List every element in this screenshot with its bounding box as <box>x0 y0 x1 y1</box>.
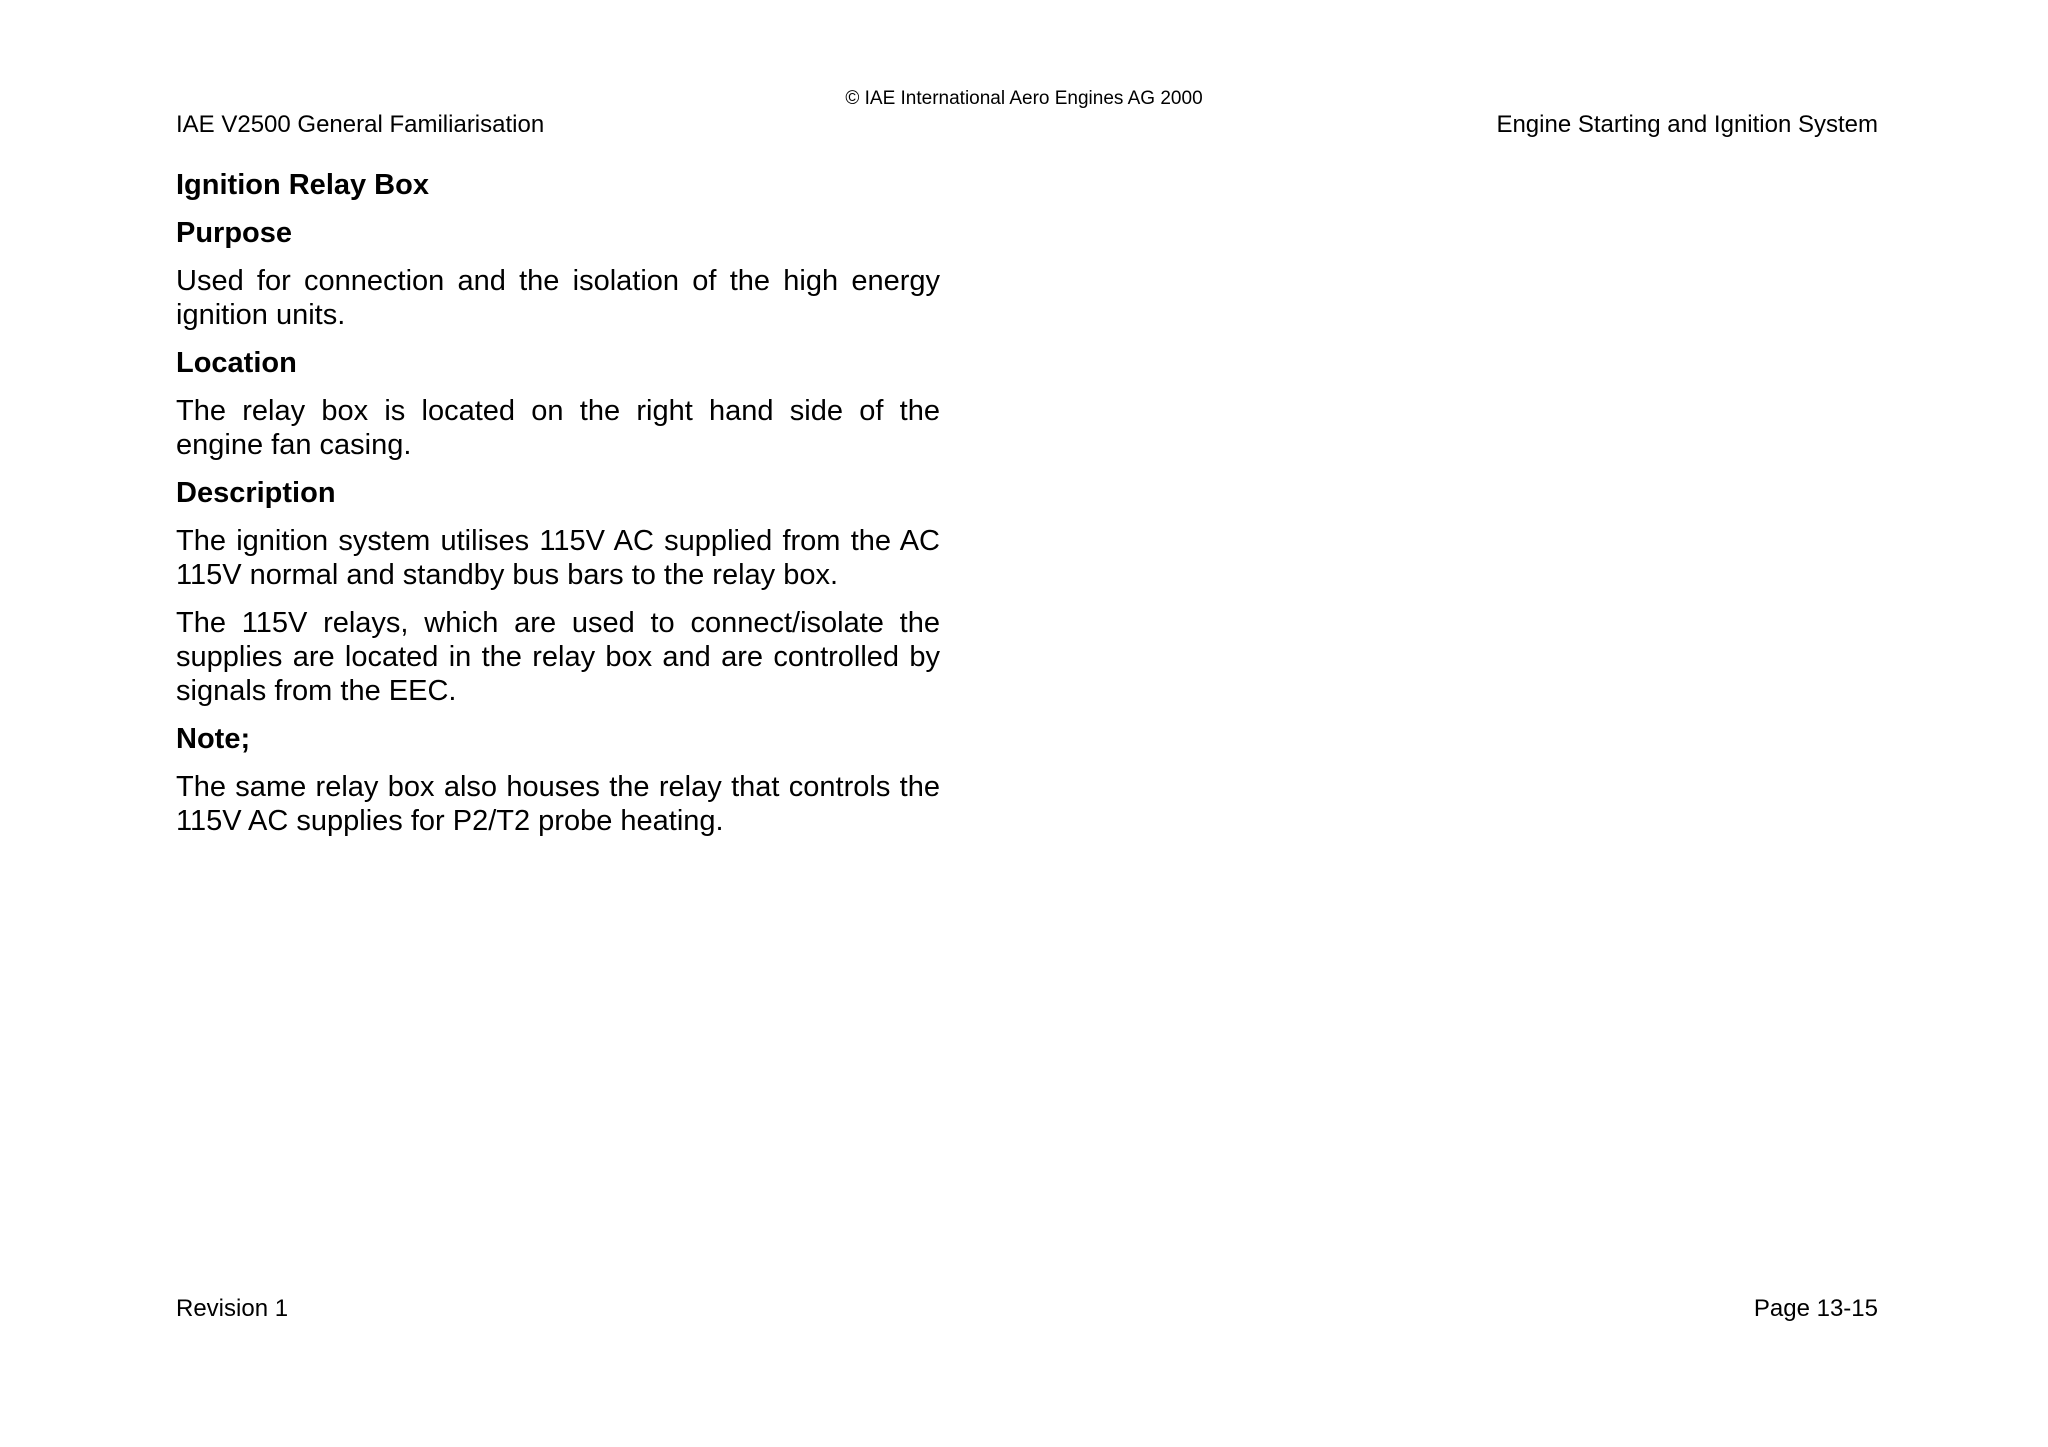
description-heading: Description <box>176 477 336 509</box>
document-title: IAE V2500 General Familiarisation <box>176 111 545 138</box>
page-number: Page 13-15 <box>1753 1295 1878 1322</box>
section-title: Ignition Relay Box <box>176 169 429 201</box>
description-paragraph: The 115V relays, which are used to connect/isolate the supplies are located in the relay box and are controlled by signals from the EEC. <box>176 607 940 707</box>
main-content <box>176 168 940 852</box>
purpose-heading: Purpose <box>176 217 293 249</box>
chapter-title: Engine Starting and Ignition System <box>1496 111 1878 138</box>
purpose-paragraph: Used for connection and the isolation of the high energy ignition units. <box>176 265 940 331</box>
note-paragraph: The same relay box also houses the relay that controls the 115V AC supplies for P2/T2 probe heating. <box>176 771 940 837</box>
location-paragraph: The relay box is located on the right hand side of the engine fan casing. <box>176 395 940 461</box>
copyright-notice: © IAE International Aero Engines AG 2000 <box>845 88 1203 109</box>
location-heading: Location <box>176 347 297 379</box>
revision-label: Revision 1 <box>176 1295 289 1322</box>
description-paragraph: The ignition system utilises 115V AC supplied from the AC 115V normal and standby bus bars to the relay box. <box>176 525 940 591</box>
note-heading: Note; <box>176 723 251 755</box>
